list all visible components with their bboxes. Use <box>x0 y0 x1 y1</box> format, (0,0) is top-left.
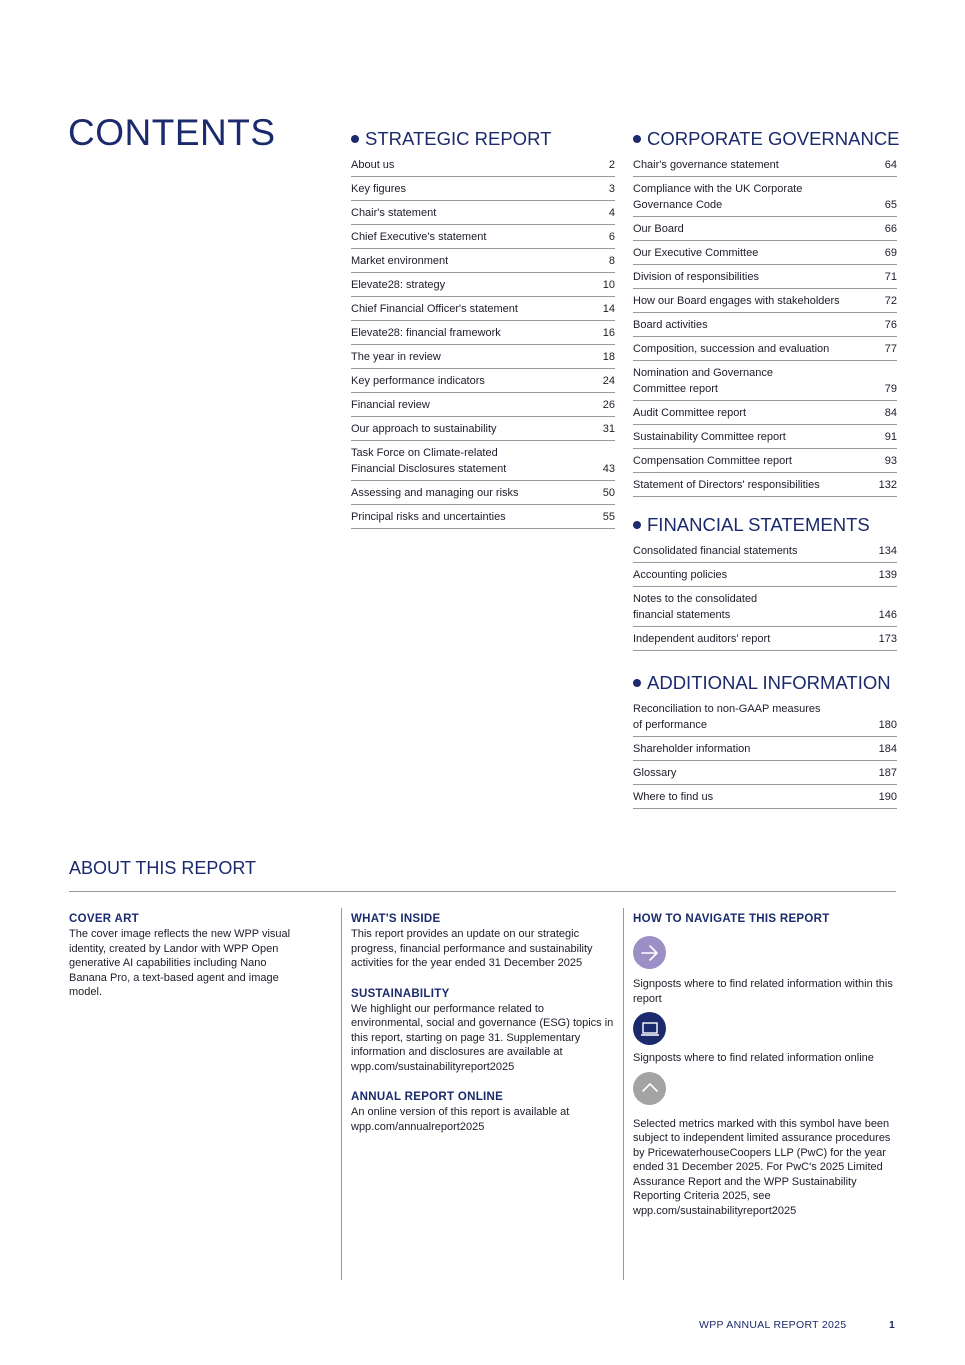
toc-additional-information <box>633 671 897 813</box>
toc-item-page: 71 <box>884 271 897 283</box>
toc-item-label: Compliance with the UK Corporate Governance Code <box>633 183 803 211</box>
toc-item[interactable] <box>633 157 897 177</box>
divider <box>69 891 896 892</box>
toc-item-label: Chief Executive's statement <box>351 231 487 243</box>
toc-item[interactable] <box>633 631 897 651</box>
arrow-right-icon <box>633 936 666 969</box>
toc-strategic-report <box>351 127 615 533</box>
cover-art-block <box>69 912 299 1000</box>
toc-item[interactable] <box>351 349 615 369</box>
toc-item-label: Division of responsibilities <box>633 271 759 283</box>
toc-item-page: 14 <box>602 303 615 315</box>
toc-item[interactable] <box>351 205 615 225</box>
toc-item-page: 139 <box>878 569 897 581</box>
toc-list <box>633 701 897 809</box>
toc-item-page: 26 <box>602 399 615 411</box>
toc-item[interactable] <box>633 245 897 265</box>
navigate-within-text: Signposts where to find related information within this report <box>633 978 893 1005</box>
toc-item-label: Nomination and Governance Committee report <box>633 367 774 395</box>
toc-item-label: Elevate28: strategy <box>351 279 446 291</box>
toc-item-label: How our Board engages with stakeholders <box>633 295 840 307</box>
toc-item-label: The year in review <box>351 351 441 363</box>
toc-financial-statements <box>633 513 897 655</box>
whats-inside-heading: WHAT'S INSIDE <box>351 913 441 925</box>
toc-item-page: 79 <box>884 383 897 395</box>
toc-item[interactable] <box>633 365 897 401</box>
page-number: 1 <box>889 1319 895 1331</box>
laptop-icon <box>633 1012 666 1045</box>
toc-item-page: 24 <box>602 375 615 387</box>
toc-item-page: 16 <box>602 327 615 339</box>
toc-item-page: 66 <box>884 223 897 235</box>
toc-list <box>633 543 897 651</box>
toc-item-label: Compensation Committee report <box>633 455 792 467</box>
footer-title: WPP ANNUAL REPORT 2025 <box>699 1319 847 1331</box>
toc-item[interactable] <box>351 509 615 529</box>
navigate-block <box>633 912 897 1218</box>
toc-list <box>351 157 615 529</box>
toc-item-page: 55 <box>602 511 615 523</box>
toc-item-label: Statement of Directors' responsibilities <box>633 479 820 491</box>
toc-item-page: 65 <box>884 199 897 211</box>
toc-item[interactable] <box>351 253 615 273</box>
toc-item[interactable] <box>633 789 897 809</box>
page-title: CONTENTS <box>68 112 276 153</box>
toc-item-page: 69 <box>884 247 897 259</box>
toc-item-label: Board activities <box>633 319 708 331</box>
toc-item[interactable] <box>633 181 897 217</box>
toc-list <box>633 157 897 497</box>
toc-item[interactable] <box>351 301 615 321</box>
toc-item[interactable] <box>351 421 615 441</box>
toc-item[interactable] <box>633 701 897 737</box>
toc-item-page: 146 <box>878 609 897 621</box>
toc-item[interactable] <box>633 341 897 361</box>
chevron-up-icon <box>633 1072 666 1105</box>
toc-item[interactable] <box>351 157 615 177</box>
toc-item-label: Financial review <box>351 399 430 411</box>
toc-heading-strategic-report: STRATEGIC REPORT <box>351 127 615 151</box>
toc-item-page: 84 <box>884 407 897 419</box>
toc-item-page: 173 <box>878 633 897 645</box>
toc-heading-corporate-governance: CORPORATE GOVERNANCE <box>633 127 897 151</box>
toc-item-page: 8 <box>608 255 615 267</box>
toc-item[interactable] <box>351 485 615 505</box>
toc-item-label: Key figures <box>351 183 407 195</box>
toc-item[interactable] <box>351 445 615 481</box>
toc-item-page: 77 <box>884 343 897 355</box>
whats-inside-text: This report provides an update on our strategic progress, financial performance and sustainability activities for the year ended 31 December 2025 <box>351 928 593 969</box>
toc-item-label: Independent auditors' report <box>633 633 771 645</box>
toc-item-page: 91 <box>884 431 897 443</box>
toc-item-page: 72 <box>884 295 897 307</box>
navigate-online-text: Signposts where to find related information online <box>633 1052 874 1064</box>
toc-item[interactable] <box>633 477 897 497</box>
toc-item[interactable] <box>633 453 897 473</box>
toc-item[interactable] <box>633 429 897 449</box>
bullet-icon <box>351 135 359 143</box>
sustainability-heading: SUSTAINABILITY <box>351 987 450 1000</box>
toc-heading-additional-information: ADDITIONAL INFORMATION <box>633 671 897 695</box>
toc-item[interactable] <box>633 221 897 241</box>
toc-corporate-governance <box>633 127 900 501</box>
toc-item[interactable] <box>633 317 897 337</box>
column-divider <box>623 908 624 1280</box>
toc-item-page: 31 <box>602 423 615 435</box>
toc-item-label: Accounting policies <box>633 569 728 581</box>
toc-item[interactable] <box>633 405 897 425</box>
toc-heading-financial-statements: FINANCIAL STATEMENTS <box>633 513 897 537</box>
bullet-icon <box>633 521 641 529</box>
toc-item[interactable] <box>351 229 615 249</box>
toc-item-page: 184 <box>878 743 897 755</box>
navigate-assurance-text: Selected metrics marked with this symbol have been subject to independent limited assurance procedures by PricewaterhouseCoopers LLP (PwC) for the year ended 31 December 2025. For PwC's 2025 Limited Assurance Report and the WPP Sustainability Reporting Criteria 2025, see wpp.com/sustainabilityreport2025 <box>633 1117 891 1217</box>
whats-inside-block <box>351 912 616 1134</box>
toc-item-label: Reconciliation to non-GAAP measures of performance <box>633 703 821 731</box>
toc-item[interactable] <box>351 397 615 417</box>
bullet-icon <box>633 679 641 687</box>
toc-item-page: 180 <box>878 719 897 731</box>
navigate-heading: HOW TO NAVIGATE THIS REPORT <box>633 913 830 925</box>
toc-item-label: Audit Committee report <box>633 407 747 419</box>
about-title: ABOUT THIS REPORT <box>69 858 257 878</box>
column-divider <box>341 908 342 1280</box>
toc-item-label: Chief Financial Officer's statement <box>351 303 518 315</box>
toc-item-page: 2 <box>608 159 615 171</box>
toc-item-label: Consolidated financial statements <box>633 545 798 557</box>
toc-item-label: Task Force on Climate-related Financial Disclosures statement <box>351 447 507 475</box>
toc-item-page: 43 <box>602 463 615 475</box>
sustainability-text: We highlight our performance related to environmental, social and governance (ESG) topics in this report, starting on page 31. Supplementary information and disclosures are available at wpp.com/sustainabilityreport2025 <box>351 1002 614 1073</box>
toc-item-label: Shareholder information <box>633 743 751 755</box>
toc-item-page: 187 <box>878 767 897 779</box>
toc-item-label: Notes to the consolidated financial statements <box>633 593 758 621</box>
toc-item-label: Our Executive Committee <box>633 247 759 259</box>
toc-item-label: Our approach to sustainability <box>351 423 497 435</box>
bullet-icon <box>633 135 641 143</box>
toc-item-label: Where to find us <box>633 791 714 803</box>
toc-item[interactable] <box>633 741 897 761</box>
toc-item-label: Assessing and managing our risks <box>351 487 519 499</box>
toc-item[interactable] <box>351 277 615 297</box>
toc-item-page: 50 <box>602 487 615 499</box>
toc-item-page: 64 <box>884 159 897 171</box>
toc-item-label: Composition, succession and evaluation <box>633 343 830 355</box>
toc-item-page: 10 <box>602 279 615 291</box>
toc-item-label: Principal risks and uncertainties <box>351 511 506 523</box>
toc-item[interactable] <box>633 765 897 785</box>
toc-item-label: Glossary <box>633 767 677 779</box>
toc-item-page: 132 <box>878 479 897 491</box>
toc-item[interactable] <box>351 373 615 393</box>
toc-item[interactable] <box>633 591 897 627</box>
toc-item-label: Key performance indicators <box>351 375 485 387</box>
toc-item[interactable] <box>351 325 615 345</box>
toc-item-label: Market environment <box>351 255 449 267</box>
toc-item-label: Chair's statement <box>351 207 437 219</box>
toc-item-label: Chair's governance statement <box>633 159 779 171</box>
toc-item-page: 6 <box>608 231 615 243</box>
toc-item[interactable] <box>633 293 897 313</box>
toc-item-page: 190 <box>878 791 897 803</box>
toc-item-page: 93 <box>884 455 897 467</box>
cover-art-heading: COVER ART <box>69 913 139 925</box>
toc-item[interactable] <box>351 181 615 201</box>
toc-item-page: 18 <box>602 351 615 363</box>
toc-item[interactable] <box>633 567 897 587</box>
toc-item-label: Our Board <box>633 223 684 235</box>
annual-report-online-text: An online version of this report is available at wpp.com/annualreport2025 <box>351 1106 570 1133</box>
toc-item-page: 134 <box>878 545 897 557</box>
toc-item-label: About us <box>351 159 395 171</box>
annual-report-online-heading: ANNUAL REPORT ONLINE <box>351 1091 504 1103</box>
toc-item[interactable] <box>633 543 897 563</box>
toc-item-page: 3 <box>608 183 615 195</box>
toc-item-label: Elevate28: financial framework <box>351 327 501 339</box>
toc-item-page: 76 <box>884 319 897 331</box>
cover-art-text: The cover image reflects the new WPP visual identity, created by Landor with WPP Open generative AI capabilities including Nano Banana Pro, a text-based agent and image model. <box>69 928 291 998</box>
toc-item[interactable] <box>633 269 897 289</box>
toc-item-page: 4 <box>608 207 615 219</box>
toc-item-label: Sustainability Committee report <box>633 431 786 443</box>
